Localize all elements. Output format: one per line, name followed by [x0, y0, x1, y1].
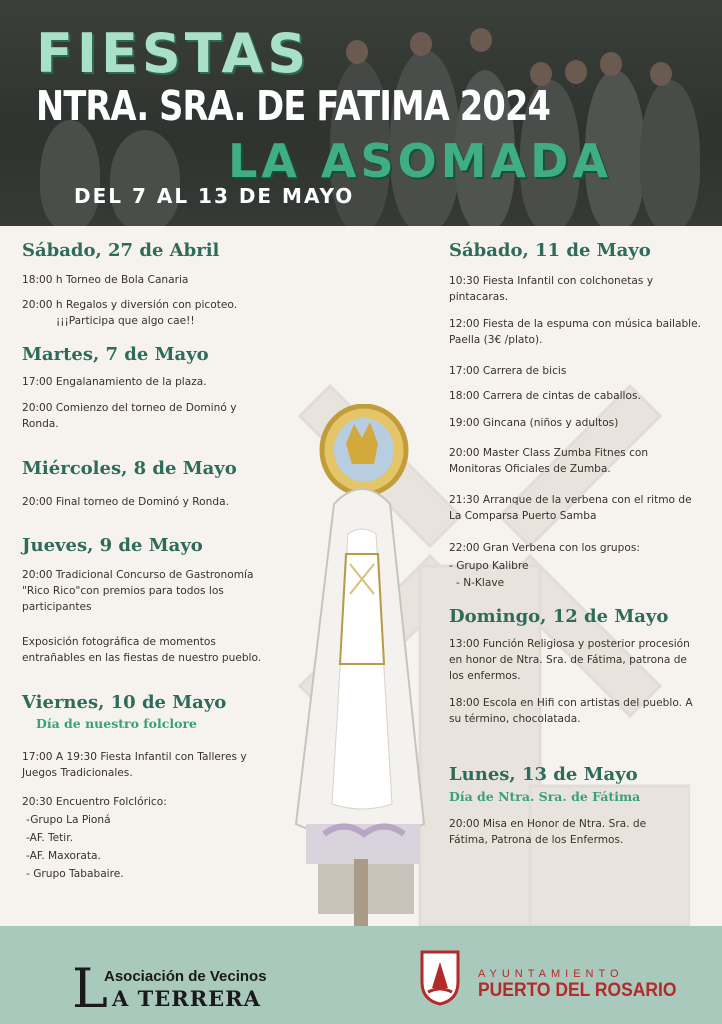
day-heading-martes-7-mayo: Martes, 7 de Mayo	[22, 344, 209, 365]
festival-dates: DEL 7 AL 13 DE MAYO	[74, 184, 355, 208]
event-item: entrañables en las fiestas de nuestro pueblo.	[22, 652, 262, 664]
group-item: - N-Klave	[456, 577, 505, 589]
city-council-name: PUERTO DEL ROSARIO	[478, 980, 677, 1001]
event-item: Juegos Tradicionales.	[22, 767, 133, 779]
event-item: 22:00 Gran Verbena con los grupos:	[449, 542, 640, 554]
event-item: 20:00 Final torneo de Dominó y Ronda.	[22, 496, 229, 508]
event-item: 21:30 Arranque de la verbena con el ritmo de	[449, 494, 692, 506]
event-item: La Comparsa Puerto Samba	[449, 510, 597, 522]
event-item: 13:00 Función Religiosa y posterior procesión	[449, 638, 690, 650]
day-heading-miercoles-8-mayo: Miércoles, 8 de Mayo	[22, 458, 237, 479]
event-item: "Rico Rico"con premios para todos los	[22, 585, 224, 597]
city-council-label: AYUNTAMIENTO	[478, 968, 624, 980]
association-logo-letter: L	[72, 957, 108, 1020]
day-subtitle: Día de nuestro folclore	[36, 716, 197, 731]
day-heading-domingo-12-mayo: Domingo, 12 de Mayo	[449, 606, 669, 627]
event-item: 18:00 Escola en Hifi con artistas del pueblo. A	[449, 697, 693, 709]
event-item: 18:00 Carrera de cintas de caballos.	[449, 390, 641, 402]
day-heading-sabado-27-abril: Sábado, 27 de Abril	[22, 240, 220, 261]
location-title: LA ASOMADA	[228, 134, 612, 188]
group-item: -Grupo La Pioná	[26, 814, 111, 826]
event-item: su término, chocolatada.	[449, 713, 581, 725]
event-item: 20:00 Misa en Honor de Ntra. Sra. de	[449, 818, 647, 830]
association-name: Asociación de Vecinos	[104, 968, 267, 985]
group-item: -AF. Maxorata.	[26, 850, 101, 862]
event-item: 20:00 Comienzo del torneo de Dominó y	[22, 402, 237, 414]
event-item: Paella (3€ /plato).	[449, 334, 543, 346]
event-item: 17:00 Carrera de bicis	[449, 365, 567, 377]
event-item: 20:00 h Regalos y diversión con picoteo.	[22, 299, 238, 311]
event-item: 20:00 Tradicional Concurso de Gastronomía	[22, 569, 254, 581]
city-crest-icon	[418, 948, 462, 1006]
event-item: en honor de Ntra. Sra. de Fátima, patrona de	[449, 654, 687, 666]
event-item: 12:00 Fiesta de la espuma con música bailable.	[449, 318, 701, 330]
program-content	[0, 226, 722, 926]
day-heading-lunes-13-mayo: Lunes, 13 de Mayo	[449, 764, 638, 785]
day-heading-sabado-11-mayo: Sábado, 11 de Mayo	[449, 240, 651, 261]
event-item: 20:30 Encuentro Folclórico:	[22, 796, 167, 808]
day-subtitle: Día de Ntra. Sra. de Fátima	[449, 789, 641, 804]
day-heading-viernes-10-mayo: Viernes, 10 de Mayo	[22, 692, 227, 713]
event-item: Monitoras Oficiales de Zumba.	[449, 463, 611, 475]
event-item: Exposición fotográfica de momentos	[22, 636, 216, 648]
event-item: pintacaras.	[449, 291, 509, 303]
festival-title: FIESTAS	[36, 22, 311, 85]
group-item: -AF. Tetir.	[26, 832, 73, 844]
group-item: - Grupo Tababaire.	[26, 868, 124, 880]
event-item: participantes	[22, 601, 92, 613]
event-item: 20:00 Master Class Zumba Fitnes con	[449, 447, 649, 459]
association-title: A TERRERA	[112, 986, 261, 1011]
event-item: 10:30 Fiesta Infantil con colchonetas y	[449, 275, 654, 287]
event-item: Ronda.	[22, 418, 59, 430]
footer-sponsors	[0, 926, 722, 1024]
event-note: ¡¡¡Participa que algo cae!!	[56, 315, 195, 327]
event-item: 18:00 h Torneo de Bola Canaria	[22, 274, 189, 286]
festival-subtitle: NTRA. SRA. DE FATIMA 2024	[36, 82, 551, 130]
event-item: los enfermos.	[449, 670, 521, 682]
event-item: Fátima, Patrona de los Enfermos.	[449, 834, 624, 846]
event-item: 17:00 Engalanamiento de la plaza.	[22, 376, 207, 388]
header-banner	[0, 0, 722, 226]
group-item: - Grupo Kalibre	[449, 560, 529, 572]
virgin-statue-image	[284, 404, 440, 944]
day-heading-jueves-9-mayo: Jueves, 9 de Mayo	[22, 535, 203, 556]
event-item: 19:00 Gincana (niños y adultos)	[449, 417, 619, 429]
event-item: 17:00 A 19:30 Fiesta Infantil con Talleres y	[22, 751, 247, 763]
